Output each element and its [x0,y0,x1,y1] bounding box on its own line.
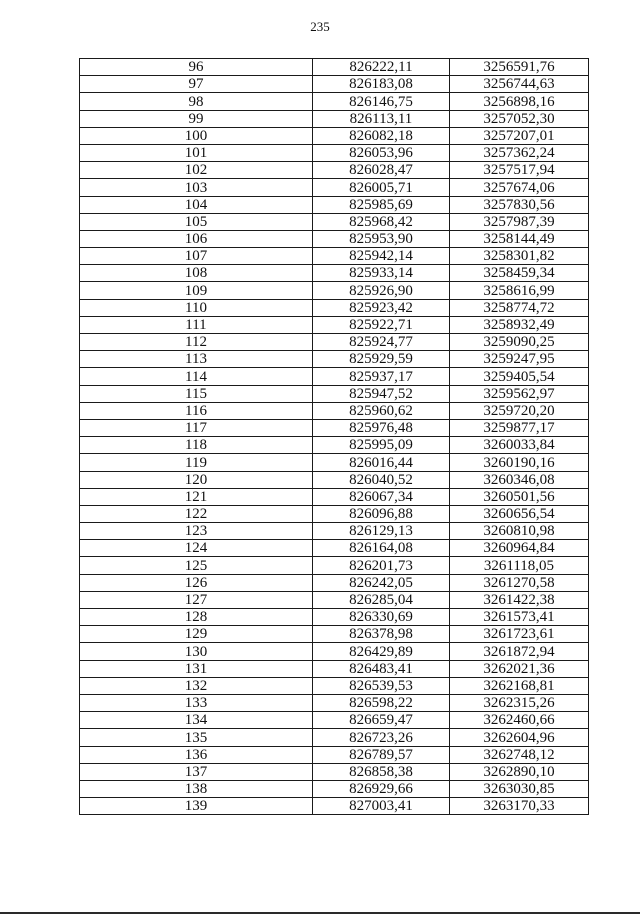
table-row [80,248,589,265]
point-number-cell: 134 [80,712,313,729]
x-coordinate-cell: 825976,48 [313,419,450,436]
point-number-cell: 108 [80,265,313,282]
x-coordinate-cell: 826929,66 [313,780,450,797]
point-number-cell: 125 [80,557,313,574]
y-coordinate-cell: 3259247,95 [450,351,589,368]
point-number-cell: 121 [80,488,313,505]
y-coordinate-cell: 3258616,99 [450,282,589,299]
point-number-cell: 132 [80,677,313,694]
x-coordinate-cell: 827003,41 [313,798,450,815]
table-row [80,179,589,196]
x-coordinate-cell: 826016,44 [313,454,450,471]
point-number-cell: 110 [80,299,313,316]
table-row [80,144,589,161]
point-number-cell: 122 [80,505,313,522]
point-number-cell: 102 [80,162,313,179]
x-coordinate-cell: 825995,09 [313,437,450,454]
table-row [80,763,589,780]
table-row [80,574,589,591]
point-number-cell: 135 [80,729,313,746]
y-coordinate-cell: 3262748,12 [450,746,589,763]
y-coordinate-cell: 3261573,41 [450,609,589,626]
coordinates-table-body [80,59,589,815]
x-coordinate-cell: 826285,04 [313,591,450,608]
point-number-cell: 109 [80,282,313,299]
table-row [80,643,589,660]
point-number-cell: 123 [80,523,313,540]
point-number-cell: 139 [80,798,313,815]
x-coordinate-cell: 826028,47 [313,162,450,179]
table-row [80,76,589,93]
y-coordinate-cell: 3261723,61 [450,626,589,643]
table-row [80,437,589,454]
x-coordinate-cell: 826067,34 [313,488,450,505]
table-row [80,557,589,574]
x-coordinate-cell: 825933,14 [313,265,450,282]
y-coordinate-cell: 3258459,34 [450,265,589,282]
point-number-cell: 126 [80,574,313,591]
point-number-cell: 128 [80,609,313,626]
y-coordinate-cell: 3261422,38 [450,591,589,608]
y-coordinate-cell: 3259877,17 [450,419,589,436]
y-coordinate-cell: 3256591,76 [450,59,589,76]
table-row [80,351,589,368]
y-coordinate-cell: 3257517,94 [450,162,589,179]
page-number: 235 [310,19,330,34]
table-row [80,712,589,729]
x-coordinate-cell: 825947,52 [313,385,450,402]
y-coordinate-cell: 3262460,66 [450,712,589,729]
point-number-cell: 129 [80,626,313,643]
y-coordinate-cell: 3258144,49 [450,230,589,247]
x-coordinate-cell: 826113,11 [313,110,450,127]
x-coordinate-cell: 826146,75 [313,93,450,110]
table-row [80,316,589,333]
table-row [80,162,589,179]
x-coordinate-cell: 825929,59 [313,351,450,368]
point-number-cell: 116 [80,402,313,419]
point-number-cell: 98 [80,93,313,110]
x-coordinate-cell: 825960,62 [313,402,450,419]
point-number-cell: 124 [80,540,313,557]
table-row [80,213,589,230]
table-row [80,59,589,76]
point-number-cell: 137 [80,763,313,780]
x-coordinate-cell: 825924,77 [313,334,450,351]
table-row [80,265,589,282]
y-coordinate-cell: 3256744,63 [450,76,589,93]
y-coordinate-cell: 3260964,84 [450,540,589,557]
y-coordinate-cell: 3259720,20 [450,402,589,419]
x-coordinate-cell: 825926,90 [313,282,450,299]
point-number-cell: 111 [80,316,313,333]
point-number-cell: 106 [80,230,313,247]
point-number-cell: 99 [80,110,313,127]
y-coordinate-cell: 3260346,08 [450,471,589,488]
x-coordinate-cell: 826096,88 [313,505,450,522]
point-number-cell: 105 [80,213,313,230]
x-coordinate-cell: 826659,47 [313,712,450,729]
y-coordinate-cell: 3262890,10 [450,763,589,780]
y-coordinate-cell: 3259405,54 [450,368,589,385]
point-number-cell: 114 [80,368,313,385]
table-row [80,454,589,471]
x-coordinate-cell: 826222,11 [313,59,450,76]
point-number-cell: 103 [80,179,313,196]
x-coordinate-cell: 826183,08 [313,76,450,93]
x-coordinate-cell: 826164,08 [313,540,450,557]
table-row [80,660,589,677]
y-coordinate-cell: 3257207,01 [450,127,589,144]
table-row [80,110,589,127]
y-coordinate-cell: 3261872,94 [450,643,589,660]
point-number-cell: 131 [80,660,313,677]
y-coordinate-cell: 3257362,24 [450,144,589,161]
point-number-cell: 100 [80,127,313,144]
x-coordinate-cell: 826483,41 [313,660,450,677]
y-coordinate-cell: 3261118,05 [450,557,589,574]
x-coordinate-cell: 825923,42 [313,299,450,316]
table-row [80,540,589,557]
x-coordinate-cell: 826330,69 [313,609,450,626]
point-number-cell: 104 [80,196,313,213]
table-row [80,230,589,247]
point-number-cell: 138 [80,780,313,797]
table-row [80,471,589,488]
point-number-cell: 101 [80,144,313,161]
table-row [80,746,589,763]
x-coordinate-cell: 826242,05 [313,574,450,591]
point-number-cell: 133 [80,694,313,711]
x-coordinate-cell: 826429,89 [313,643,450,660]
point-number-cell: 136 [80,746,313,763]
y-coordinate-cell: 3262315,26 [450,694,589,711]
point-number-cell: 117 [80,419,313,436]
x-coordinate-cell: 826598,22 [313,694,450,711]
table-row [80,523,589,540]
x-coordinate-cell: 825968,42 [313,213,450,230]
table-row [80,488,589,505]
table-row [80,93,589,110]
x-coordinate-cell: 825985,69 [313,196,450,213]
table-row [80,127,589,144]
x-coordinate-cell: 826789,57 [313,746,450,763]
x-coordinate-cell: 826858,38 [313,763,450,780]
x-coordinate-cell: 825942,14 [313,248,450,265]
table-row [80,299,589,316]
point-number-cell: 112 [80,334,313,351]
point-number-cell: 118 [80,437,313,454]
page-bottom-edge [0,912,640,914]
y-coordinate-cell: 3259562,97 [450,385,589,402]
point-number-cell: 113 [80,351,313,368]
point-number-cell: 119 [80,454,313,471]
y-coordinate-cell: 3263170,33 [450,798,589,815]
point-number-cell: 107 [80,248,313,265]
y-coordinate-cell: 3257674,06 [450,179,589,196]
table-row [80,780,589,797]
y-coordinate-cell: 3260810,98 [450,523,589,540]
y-coordinate-cell: 3260190,16 [450,454,589,471]
table-row [80,798,589,815]
y-coordinate-cell: 3259090,25 [450,334,589,351]
x-coordinate-cell: 825953,90 [313,230,450,247]
y-coordinate-cell: 3260501,56 [450,488,589,505]
table-row [80,505,589,522]
x-coordinate-cell: 826040,52 [313,471,450,488]
y-coordinate-cell: 3260033,84 [450,437,589,454]
y-coordinate-cell: 3257052,30 [450,110,589,127]
table-row [80,609,589,626]
x-coordinate-cell: 825937,17 [313,368,450,385]
x-coordinate-cell: 826082,18 [313,127,450,144]
table-row [80,368,589,385]
table-row [80,282,589,299]
table-row [80,334,589,351]
x-coordinate-cell: 826539,53 [313,677,450,694]
y-coordinate-cell: 3258301,82 [450,248,589,265]
y-coordinate-cell: 3257987,39 [450,213,589,230]
point-number-cell: 130 [80,643,313,660]
x-coordinate-cell: 826129,13 [313,523,450,540]
table-row [80,729,589,746]
y-coordinate-cell: 3261270,58 [450,574,589,591]
y-coordinate-cell: 3258932,49 [450,316,589,333]
x-coordinate-cell: 826053,96 [313,144,450,161]
table-row [80,694,589,711]
table-row [80,419,589,436]
y-coordinate-cell: 3257830,56 [450,196,589,213]
point-number-cell: 115 [80,385,313,402]
table-row [80,196,589,213]
y-coordinate-cell: 3262021,36 [450,660,589,677]
x-coordinate-cell: 826005,71 [313,179,450,196]
point-number-cell: 120 [80,471,313,488]
point-number-cell: 96 [80,59,313,76]
y-coordinate-cell: 3262604,96 [450,729,589,746]
x-coordinate-cell: 825922,71 [313,316,450,333]
table-row [80,677,589,694]
y-coordinate-cell: 3263030,85 [450,780,589,797]
table-row [80,402,589,419]
x-coordinate-cell: 826378,98 [313,626,450,643]
point-number-cell: 97 [80,76,313,93]
x-coordinate-cell: 826201,73 [313,557,450,574]
table-row [80,591,589,608]
table-row [80,385,589,402]
y-coordinate-cell: 3256898,16 [450,93,589,110]
y-coordinate-cell: 3260656,54 [450,505,589,522]
point-number-cell: 127 [80,591,313,608]
y-coordinate-cell: 3258774,72 [450,299,589,316]
table-row [80,626,589,643]
x-coordinate-cell: 826723,26 [313,729,450,746]
y-coordinate-cell: 3262168,81 [450,677,589,694]
coordinates-table [79,58,589,815]
